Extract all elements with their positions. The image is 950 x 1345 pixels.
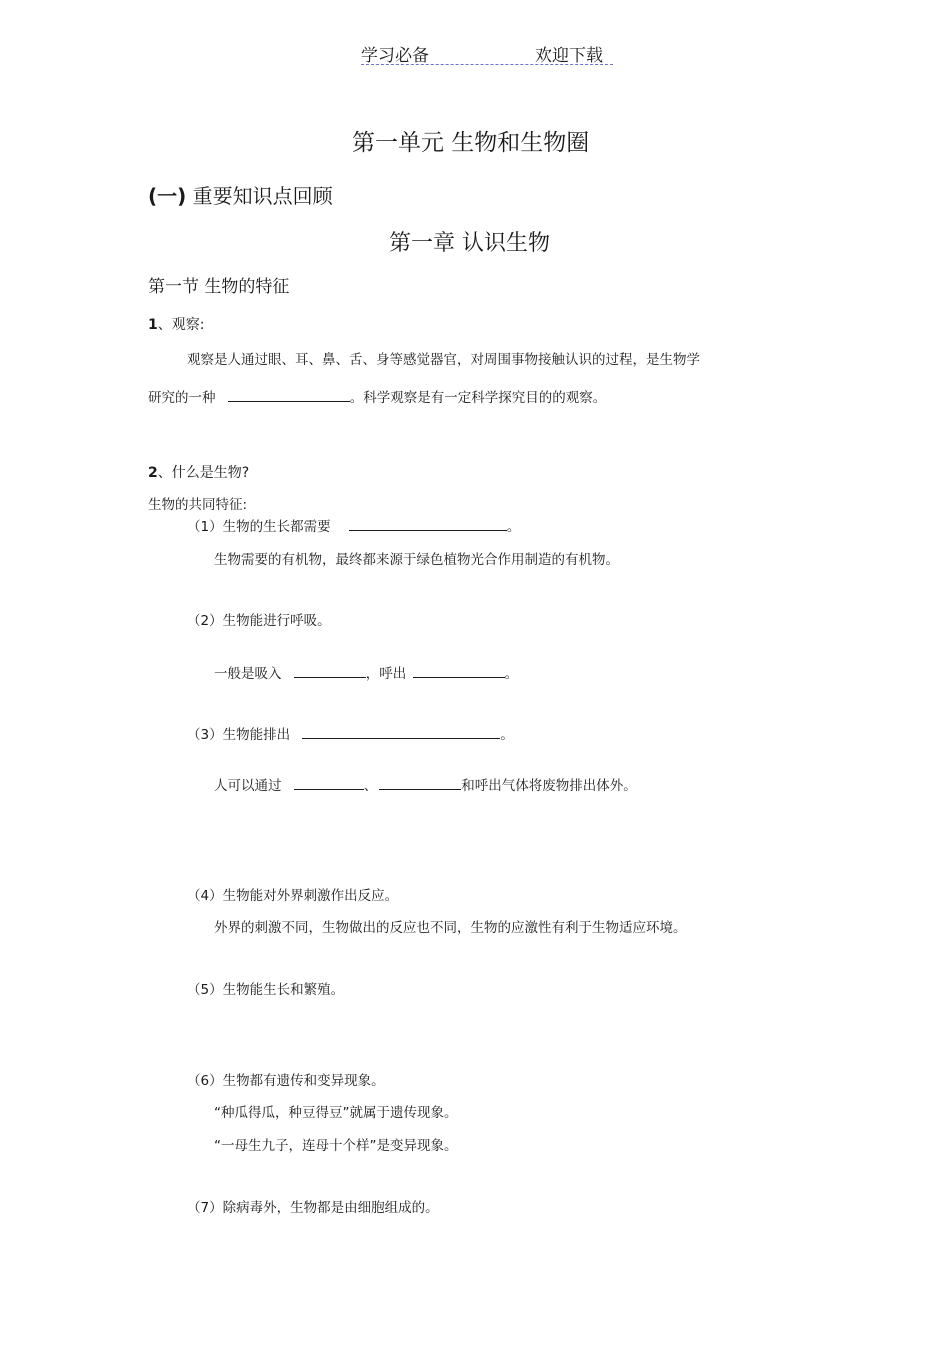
header-right-text: 欢迎下载 xyxy=(535,46,603,66)
feature-2-mid: ，呼出 xyxy=(365,666,407,682)
feature-1 xyxy=(187,515,520,535)
feature-3-end: 。 xyxy=(500,727,514,743)
feature-3-pre: 人可以通过 xyxy=(214,778,282,794)
fill-blank-excretion-way-1[interactable] xyxy=(294,776,364,790)
q1-label: 、观察: xyxy=(157,317,205,333)
q1-number: 1 xyxy=(148,317,158,333)
feature-4-note: 外界的刺激不同，生物做出的反应也不同，生物的应激性有利于生物适应环境。 xyxy=(214,920,687,936)
fill-blank-inhale[interactable] xyxy=(294,664,366,678)
fill-blank-growth-need[interactable] xyxy=(349,517,507,531)
review-heading-text: 重要知识点回顾 xyxy=(192,184,333,208)
chapter-title: 第一章 认识生物 xyxy=(389,231,550,256)
q2-heading xyxy=(148,462,249,482)
q2-label: 、什么是生物? xyxy=(157,465,250,481)
feature-2-detail xyxy=(214,662,518,682)
review-heading xyxy=(148,180,333,209)
feature-2: （2）生物能进行呼吸。 xyxy=(187,613,331,629)
q1-line2 xyxy=(148,386,606,406)
q1-line2-post: 。科学观察是有一定科学探究目的的观察。 xyxy=(349,390,607,406)
feature-3-mid: 、 xyxy=(363,778,378,794)
feature-1-end: 。 xyxy=(506,519,521,535)
header-left-text: 学习必备 xyxy=(361,46,429,66)
feature-1-note: 生物需要的有机物，最终都来源于绿色植物光合作用制造的有机物。 xyxy=(214,552,619,568)
fill-blank-waste[interactable] xyxy=(302,725,500,739)
feature-6: （6）生物都有遗传和变异现象。 xyxy=(187,1073,385,1089)
feature-2-end: 。 xyxy=(504,666,519,682)
q2-common-features: 生物的共同特征: xyxy=(148,497,248,513)
section-title: 第一节 生物的特征 xyxy=(148,277,290,297)
feature-3 xyxy=(187,723,514,743)
feature-6-variation-example: “一母生九子，连母十个样”是变异现象。 xyxy=(214,1138,458,1154)
q2-number: 2 xyxy=(148,465,158,481)
review-heading-number: (一) xyxy=(148,184,187,208)
feature-6-heredity-example: “种瓜得瓜，种豆得豆”就属于遗传现象。 xyxy=(214,1105,458,1121)
feature-7: （7）除病毒外，生物都是由细胞组成的。 xyxy=(187,1200,439,1216)
unit-title: 第一单元 生物和生物圈 xyxy=(352,130,590,156)
q1-heading xyxy=(148,314,204,334)
feature-2-pre: 一般是吸入 xyxy=(214,666,282,682)
fill-blank-excretion-way-2[interactable] xyxy=(379,776,461,790)
fill-blank-exhale[interactable] xyxy=(413,664,505,678)
feature-3-text: （3）生物能排出 xyxy=(187,727,291,743)
feature-5: （5）生物能生长和繁殖。 xyxy=(187,982,345,998)
feature-1-text: （1）生物的生长都需要 xyxy=(187,519,331,535)
feature-4: （4）生物能对外界刺激作出反应。 xyxy=(187,888,399,904)
q1-line2-pre: 研究的一种 xyxy=(148,390,216,406)
feature-3-post: 和呼出气体将废物排出体外。 xyxy=(461,778,637,794)
q1-line1: 观察是人通过眼、耳、鼻、舌、身等感觉器官，对周围事物接触认识的过程，是生物学 xyxy=(187,352,700,368)
feature-3-detail xyxy=(214,774,637,794)
fill-blank-observation-method[interactable] xyxy=(228,388,350,402)
page-header xyxy=(361,40,613,65)
